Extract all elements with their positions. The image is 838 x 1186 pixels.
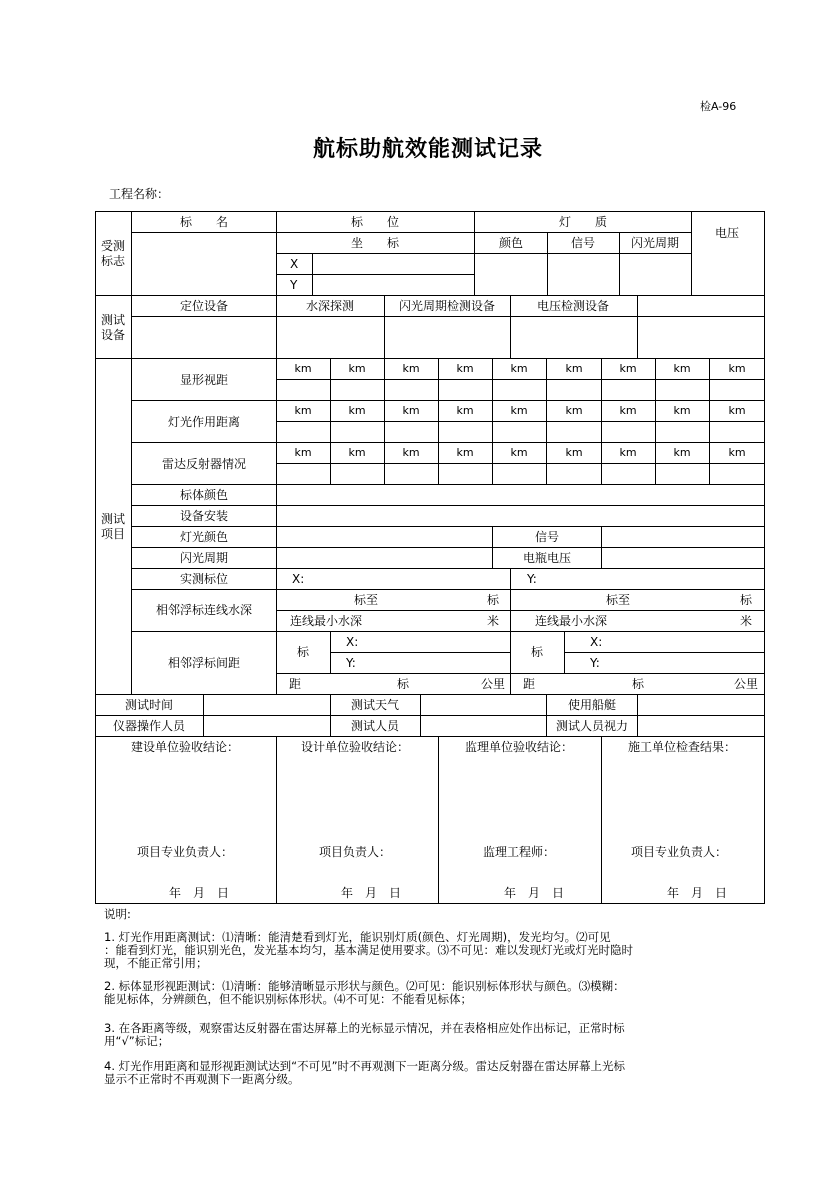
km-unit-label: km [348, 446, 366, 459]
distance-mark-left: 标 [296, 645, 310, 659]
signoff-heading: 施工单位检查结果： [627, 740, 737, 754]
km-unit-label: km [402, 404, 420, 417]
depth-equipment-label: 水深探测 [305, 299, 355, 313]
km-unit-label: km [510, 404, 528, 417]
radar-reflector-label: 雷达反射器情况 [161, 457, 247, 471]
page-title: 航标助航效能测试记录 [312, 137, 544, 162]
visual-range-label: 显形视距 [179, 373, 229, 387]
meter-right: 米 [740, 614, 753, 628]
voltage-detector-label: 电压检测设备 [536, 299, 610, 313]
mark-right: 标 [740, 593, 753, 607]
km-unit-label: km [456, 362, 474, 375]
mark-name-header: 标 名 [179, 215, 229, 229]
km-cn-left: 公里 [481, 677, 506, 691]
km-unit-label: km [728, 362, 746, 375]
lamp-quality-header: 灯 质 [558, 215, 608, 229]
flash-period-header: 闪光周期 [630, 236, 680, 250]
distance-x-left: X: [346, 635, 359, 649]
section-equipment-label: 测试 设备 [100, 313, 126, 342]
project-name-label: 工程名称： [109, 187, 170, 201]
note-line: 显示不正常时不再观测下一距离分级。 [104, 1072, 300, 1086]
light-color-label: 灯光颜色 [179, 530, 229, 544]
km-unit-label: km [619, 404, 637, 417]
distance-label-right: 距 [523, 677, 536, 691]
note-line: 用“√”标记； [104, 1034, 170, 1048]
km-unit-label: km [294, 446, 312, 459]
note-line: 现，不能正常引用； [104, 956, 208, 970]
note-line: 3. 在各距离等级，观察雷达反射器在雷达屏幕上的光标显示情况，并在表格相应处作出标记，正常时标 [104, 1021, 625, 1035]
coordinate-header: 坐 标 [350, 236, 400, 250]
mark-position-header: 标 位 [350, 215, 400, 229]
mark-left: 标 [487, 593, 500, 607]
km-unit-label: km [456, 404, 474, 417]
tester-vision-label: 测试人员视力 [555, 719, 629, 733]
mark-to-left: 标至 [353, 593, 379, 607]
distance-x-right: X: [590, 635, 603, 649]
km-unit-label: km [565, 446, 583, 459]
signoff-heading: 设计单位验收结论： [300, 740, 410, 754]
color-header: 颜色 [498, 236, 524, 250]
battery-voltage-label: 电瓶电压 [522, 551, 572, 565]
signoff-date: 年 月 日 [168, 886, 230, 900]
form-code: 检A-96 [700, 100, 737, 113]
min-depth-right: 连线最小水深 [535, 614, 608, 628]
coord-y-label: Y [290, 278, 298, 292]
km-unit-label: km [294, 404, 312, 417]
km-unit-label: km [348, 362, 366, 375]
km-unit-label: km [673, 362, 691, 375]
distance-mark-right: 标 [530, 645, 544, 659]
measured-y-label: Y: [527, 572, 537, 586]
km-unit-label: km [565, 404, 583, 417]
km-unit-label: km [565, 362, 583, 375]
signoff-person: 项目负责人： [318, 845, 392, 859]
km-unit-label: km [673, 404, 691, 417]
min-depth-left: 连线最小水深 [290, 614, 363, 628]
distance-label-left: 距 [289, 677, 302, 691]
km-unit-label: km [619, 446, 637, 459]
km-unit-label: km [619, 362, 637, 375]
km-unit-label: km [402, 362, 420, 375]
signoff-date: 年 月 日 [340, 886, 402, 900]
km-unit-label: km [348, 404, 366, 417]
distance-mark-text-right: 标 [632, 677, 645, 691]
flash-period-label: 闪光周期 [179, 551, 229, 565]
distance-mark-text-left: 标 [397, 677, 410, 691]
notes-heading: 说明: [104, 907, 131, 921]
km-unit-label: km [673, 446, 691, 459]
operator-label: 仪器操作人员 [112, 719, 186, 733]
test-time-label: 测试时间 [124, 698, 174, 712]
km-unit-label: km [402, 446, 420, 459]
signal-header: 信号 [570, 236, 596, 250]
light-range-label: 灯光作用距离 [167, 415, 241, 429]
signal-label: 信号 [534, 530, 560, 544]
voltage-header: 电压 [714, 226, 740, 240]
km-unit-label: km [728, 446, 746, 459]
note-line: ：能看到灯光，能识别光色，发光基本均匀，基本满足使用要求。⑶不可见：难以发现灯光或灯光时隐时 [104, 943, 633, 957]
signoff-heading: 监理单位验收结论： [464, 740, 574, 754]
section-target-label: 受测 标志 [100, 239, 126, 268]
signoff-person: 项目专业负责人： [136, 845, 234, 859]
meter-left: 米 [487, 614, 500, 628]
note-line: 能见标体，分辨颜色，但不能识别标体形状。⑷不可见：不能看见标体； [104, 992, 472, 1006]
adjacent-depth-label: 相邻浮标连线水深 [155, 603, 253, 617]
note-line: 2. 标体显形视距测试：⑴清晰：能够清晰显示形状与颜色。⑵可见：能识别标体形状与颜色。⑶模糊： [104, 979, 625, 993]
km-unit-label: km [294, 362, 312, 375]
signoff-person: 监理工程师： [482, 845, 556, 859]
body-color-label: 标体颜色 [179, 488, 229, 502]
km-unit-label: km [510, 362, 528, 375]
km-unit-label: km [728, 404, 746, 417]
measured-x-label: X: [292, 572, 305, 586]
positioning-equipment-label: 定位设备 [179, 299, 229, 313]
vessel-label: 使用船艇 [567, 698, 617, 712]
distance-y-right: Y: [590, 656, 600, 670]
km-unit-label: km [456, 446, 474, 459]
measured-position-label: 实测标位 [179, 572, 229, 586]
signoff-person: 项目专业负责人： [630, 845, 728, 859]
section-items-label: 测试 项目 [100, 512, 126, 541]
signoff-date: 年 月 日 [666, 886, 728, 900]
adjacent-distance-label: 相邻浮标间距 [167, 656, 241, 670]
note-line: 1. 灯光作用距离测试：⑴清晰：能清楚看到灯光，能识别灯质(颜色、灯光周期)，发光均匀。⑵可见 [104, 930, 611, 944]
km-unit-label: km [510, 446, 528, 459]
distance-y-left: Y: [346, 656, 356, 670]
coord-x-label: X [290, 257, 299, 271]
mark-to-right: 标至 [605, 593, 631, 607]
installation-label: 设备安装 [179, 509, 229, 523]
km-cn-right: 公里 [734, 677, 759, 691]
weather-label: 测试天气 [350, 698, 400, 712]
signoff-heading: 建设单位验收结论： [130, 740, 240, 754]
signoff-date: 年 月 日 [503, 886, 565, 900]
tester-label: 测试人员 [350, 719, 400, 733]
flash-detector-label: 闪光周期检测设备 [398, 299, 496, 313]
note-line: 4. 灯光作用距离和显形视距测试达到“不可见”时不再观测下一距离分级。雷达反射器在雷达屏幕上光标 [104, 1059, 626, 1073]
